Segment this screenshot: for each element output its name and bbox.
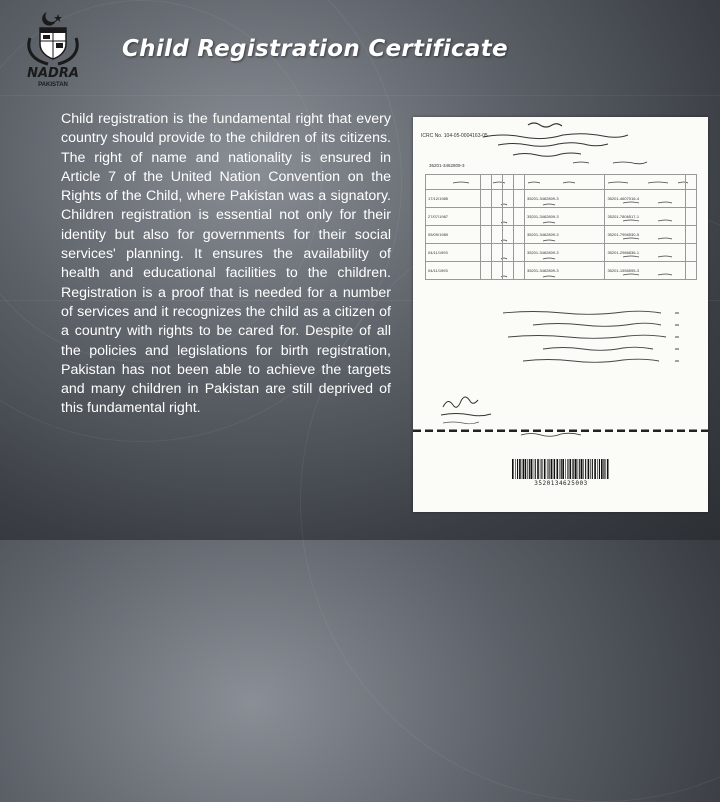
barcode-bar xyxy=(541,459,542,479)
table-cell xyxy=(514,226,525,244)
table-cell xyxy=(503,244,514,262)
table-cell: 35201-2986836-1 xyxy=(605,244,685,262)
table-row xyxy=(426,262,697,280)
table-cell xyxy=(503,190,514,208)
table-header-cell xyxy=(605,175,685,190)
table-header-cell xyxy=(426,175,481,190)
table-cell xyxy=(503,262,514,280)
table-cell xyxy=(685,208,696,226)
table-cell xyxy=(685,226,696,244)
table-row xyxy=(426,226,697,244)
table-cell xyxy=(492,262,503,280)
table-cell xyxy=(503,208,514,226)
barcode-bar xyxy=(573,459,574,479)
logo-text: NADRA xyxy=(27,66,79,81)
table-row xyxy=(426,190,697,208)
table-cell: 04/11/1993 xyxy=(426,262,481,280)
barcode-bar xyxy=(523,459,524,479)
barcode-bar xyxy=(529,459,530,479)
table-cell xyxy=(481,208,492,226)
barcode-bar xyxy=(567,459,568,479)
page-title: Child Registration Certificate xyxy=(122,36,508,62)
barcode-bar xyxy=(554,459,555,479)
barcode-bar xyxy=(578,459,579,479)
table-cell: 35201-3462809-3 xyxy=(524,208,604,226)
table-cell: 04/11/1993 xyxy=(426,244,481,262)
table-cell xyxy=(514,244,525,262)
body-paragraph: Child registration is the fundamental right that every country should provide to the children of its citizens. The right of name and nationality is ensured in Article 7 of the United Nation Convention on the Rights of the Child, where Pakistan was a signatory. Children registration is essential not only for their identity but also for governments for their social services' planning. It ensures the availability of health and educational facilities to the children. Registration is a proof that is needed for a number of services and it recognizes the child as a citizen of a country with rights to be cared for. Despite of all the policies and legislations for birth registration, Pakistan has not been able to achieve the targets and many children in Pakistan are still deprived of this fundamental right. xyxy=(61,111,391,417)
table-cell xyxy=(492,226,503,244)
barcode-bar xyxy=(537,459,539,479)
barcode-bar xyxy=(540,459,541,479)
barcode-bar xyxy=(512,459,514,479)
logo-subtext: PAKISTAN xyxy=(38,82,68,88)
barcode-bar xyxy=(522,459,523,479)
barcode-bar xyxy=(519,459,521,479)
table-cell xyxy=(481,244,492,262)
barcode-bar xyxy=(570,459,572,479)
barcode-bar xyxy=(549,459,550,479)
barcode-bar xyxy=(515,459,516,479)
table-cell: 35201-3462809-3 xyxy=(524,262,604,280)
barcode-bar xyxy=(533,459,534,479)
table-cell xyxy=(685,190,696,208)
table-header-row xyxy=(426,175,697,190)
background-line xyxy=(0,95,720,96)
barcode-bar xyxy=(604,459,605,479)
table-row xyxy=(426,244,697,262)
table-header-cell xyxy=(503,175,514,190)
nadra-logo xyxy=(18,8,88,90)
barcode-icon xyxy=(511,459,611,479)
barcode-bar xyxy=(585,459,586,479)
barcode-bar xyxy=(553,459,554,479)
table-cell: 35201-3462809-3 xyxy=(524,244,604,262)
barcode-bar xyxy=(607,459,609,479)
table-cell: 35201-1556595-3 xyxy=(605,262,685,280)
table-cell xyxy=(503,226,514,244)
table-cell: 17/12/1985 xyxy=(426,190,481,208)
table-cell: 35201-7806517-1 xyxy=(605,208,685,226)
table-cell: 27/07/1987 xyxy=(426,208,481,226)
table-cell xyxy=(685,244,696,262)
barcode-bar xyxy=(560,459,561,479)
barcode-bar xyxy=(601,459,603,479)
table-cell: 35201-4607016-4 xyxy=(605,190,685,208)
barcode-bar xyxy=(575,459,577,479)
table-cell xyxy=(492,244,503,262)
table-cell xyxy=(685,262,696,280)
certificate-table xyxy=(425,174,697,280)
table-row xyxy=(426,208,697,226)
table-cell xyxy=(514,190,525,208)
barcode-bar xyxy=(565,459,566,479)
certificate-ref-number: ICRC No. 104-05-0004163-05 xyxy=(421,133,488,139)
barcode-bar xyxy=(561,459,562,479)
table-cell: 35201-7956530-5 xyxy=(605,226,685,244)
table-cell xyxy=(481,226,492,244)
table-cell: 35201-3462809-3 xyxy=(524,190,604,208)
table-header-cell xyxy=(481,175,492,190)
barcode-bar xyxy=(579,459,580,479)
table-header-cell xyxy=(492,175,503,190)
dashed-separator xyxy=(413,429,708,432)
barcode-bar xyxy=(592,459,593,479)
barcode-number: 3520134625003 xyxy=(534,480,588,487)
table-cell xyxy=(481,262,492,280)
barcode-bar xyxy=(572,459,573,479)
emblem-icon xyxy=(18,8,88,68)
barcode-bar xyxy=(527,459,528,479)
table-header-cell xyxy=(514,175,525,190)
table-header-cell xyxy=(524,175,604,190)
barcode-bar xyxy=(557,459,559,479)
barcode-bar xyxy=(547,459,548,479)
barcode-bar xyxy=(551,459,553,479)
certificate-image xyxy=(413,117,708,512)
barcode-bar xyxy=(599,459,600,479)
barcode-bar xyxy=(590,459,591,479)
barcode-bar xyxy=(535,459,536,479)
barcode-bar xyxy=(603,459,604,479)
table-header-cell xyxy=(685,175,696,190)
barcode-bar xyxy=(517,459,518,479)
table-cell xyxy=(514,208,525,226)
barcode-bar xyxy=(588,459,590,479)
table-cell: 35201-3462809-3 xyxy=(524,226,604,244)
table-cell xyxy=(492,190,503,208)
barcode-bar xyxy=(562,459,564,479)
barcode-bar xyxy=(594,459,596,479)
certificate-cnic: 35201-3462809-3 xyxy=(429,163,465,168)
table-cell xyxy=(492,208,503,226)
barcode-bar xyxy=(583,459,584,479)
barcode-bar xyxy=(597,459,598,479)
barcode-bar xyxy=(544,459,546,479)
table-cell xyxy=(514,262,525,280)
barcode-bar xyxy=(531,459,533,479)
barcode-bar xyxy=(581,459,583,479)
table-cell xyxy=(481,190,492,208)
table-cell: 05/09/1989 xyxy=(426,226,481,244)
barcode-bar xyxy=(525,459,527,479)
